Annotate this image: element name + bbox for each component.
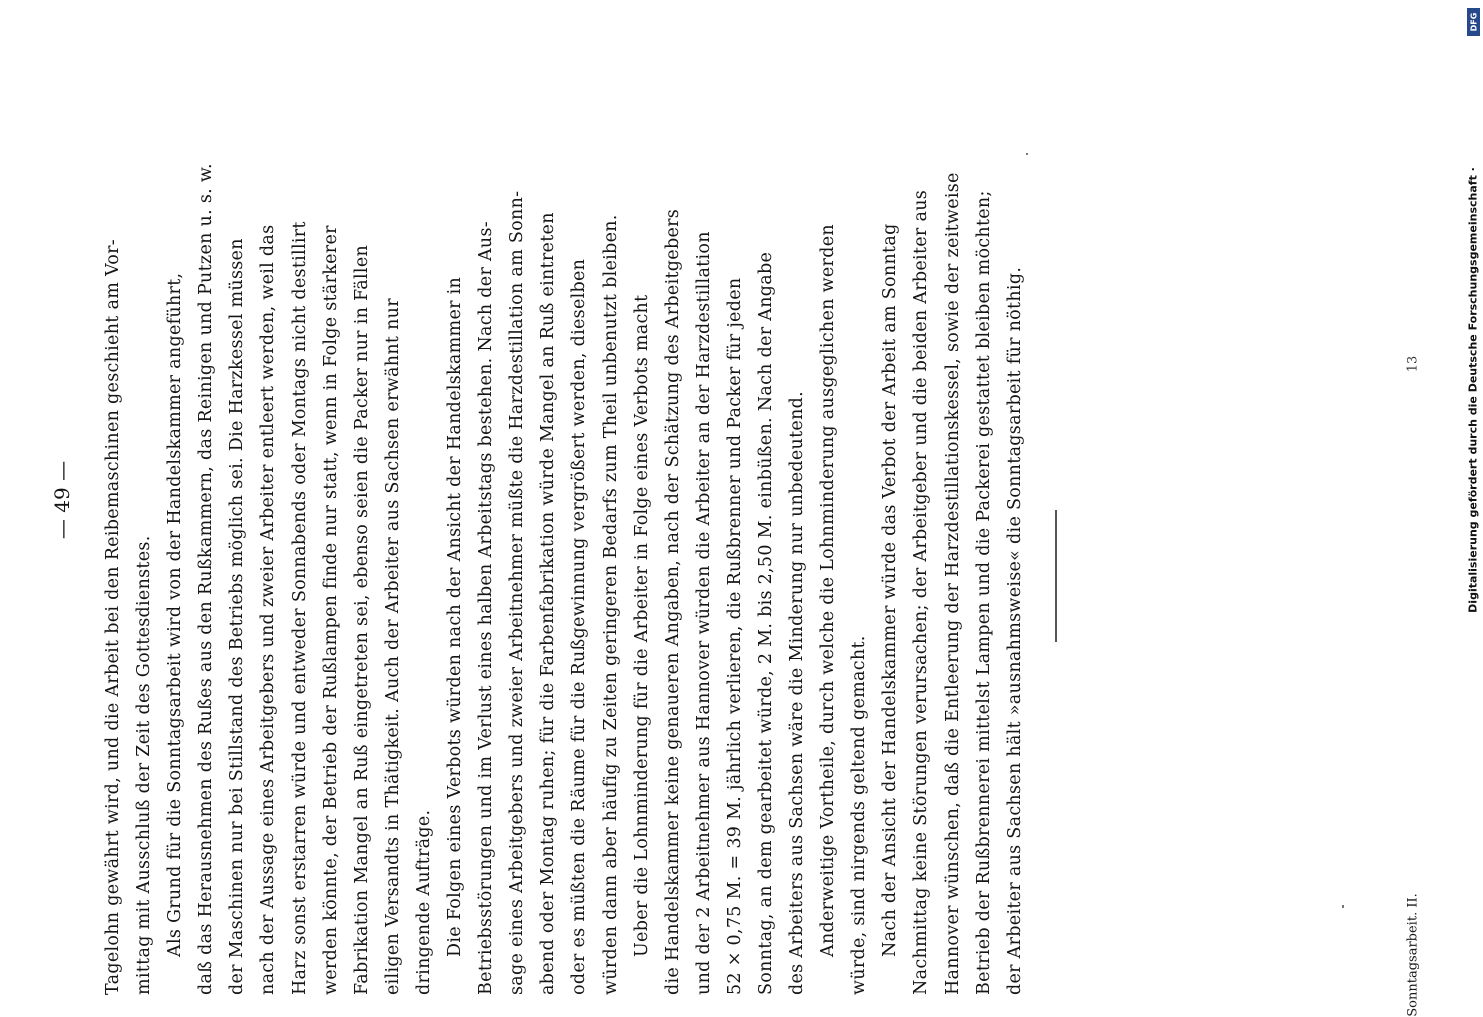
dfg-logo-text: DFG: [1469, 12, 1478, 32]
scan-artifact-speck: [1026, 153, 1028, 155]
text-line: Hannover wünschen, daß die Entleerung der Harzdestillationskessel, sowie der zeitweise: [942, 172, 963, 995]
digitization-credit: Digitalisierung gefördert durch die Deutsche Forschungsgemeinschaft ·: [1466, 167, 1480, 613]
sheet-number: 13: [1405, 355, 1421, 373]
text-line: 52 × 0,75 M. = 39 M. jährlich verlieren, die Rußbrenner und Packer für jeden: [724, 277, 745, 995]
text-line: Fabrikation Mangel an Ruß eingetreten sei, ebenso seien die Packer nur in Fällen: [351, 244, 372, 995]
text-line: Die Folgen eines Verbots würden nach der Ansicht der Handelskammer in: [445, 276, 466, 957]
text-line: werden könnte, der Betrieb der Rußlampen finde nur statt, wenn in Folge stärkerer: [320, 225, 341, 995]
text-line: sage eines Arbeitgebers und zweier Arbeitnehmer müßte die Harzdestillation am Sonn-: [507, 190, 528, 995]
text-line: würden dann aber häufig zu Zeiten geringeren Bedarfs zum Theil unbenutzt bleiben.: [600, 214, 621, 995]
scan-artifact-line: [1055, 510, 1057, 642]
text-line: die Handelskammer keine genaueren Angaben, nach der Schätzung des Arbeitgebers: [662, 208, 683, 995]
text-line: Betriebsstörungen und im Verlust eines halben Arbeitstags bestehen. Nach der Aus-: [476, 221, 497, 995]
dfg-logo-icon: [1467, 8, 1480, 36]
text-line: Als Grund für die Sonntagsarbeit wird von der Handelskammer angeführt,: [165, 272, 186, 957]
page-number: — 49 —: [50, 460, 74, 540]
text-line: daß das Herausnehmen des Rußes aus den Rußkammern, das Reinigen und Putzen u. s. w.: [196, 163, 217, 995]
body-text: [98, 135, 1031, 995]
text-line: würde, sind nirgends geltend gemacht.: [849, 635, 870, 995]
text-line: Harz sonst erstarren würde und entweder Sonnabends oder Montags nicht destillirt: [289, 221, 310, 995]
text-line: Ueber die Lohnminderung für die Arbeiter in Folge eines Verbots macht: [631, 294, 652, 957]
text-line: der Arbeiter aus Sachsen hält »ausnahmsweise« die Sonntagsarbeit für nöthig.: [1004, 266, 1025, 995]
text-line: des Arbeiters aus Sachsen wäre die Minderung nur unbedeutend.: [787, 390, 808, 995]
text-line: nach der Aussage eines Arbeitgebers und zweier Arbeiter entleert werden, weil das: [258, 224, 279, 995]
text-line: Anderweitige Vortheile, durch welche die Lohnminderung ausgeglichen werden: [818, 224, 839, 957]
text-line: dringende Aufträge.: [413, 809, 434, 995]
text-line: abend oder Montag ruhen; für die Farbenfabrikation würde Mangel an Ruß eintreten: [538, 212, 559, 995]
text-line: Tagelohn gewährt wird, und die Arbeit bei den Reibemaschinen geschieht am Vor-: [103, 239, 123, 995]
text-line: eiligen Versandts in Thätigkeit. Auch der Arbeiter aus Sachsen erwähnt nur: [382, 298, 403, 995]
text-line: mittag mit Ausschluß der Zeit des Gottesdienstes.: [134, 535, 155, 995]
text-line: oder es müßten die Räume für die Rußgewinnung vergrößert werden, dieselben: [569, 258, 590, 995]
text-line: Betrieb der Rußbrennerei mittelst Lampen und die Packerei gestattet bleiben möchten;: [973, 190, 994, 995]
printer-signature: Sonntagsarbeit. II.: [1405, 893, 1421, 1017]
text-line: Nach der Ansicht der Handelskammer würde das Verbot der Arbeit am Sonntag: [880, 223, 901, 957]
text-line: der Maschinen nur bei Stillstand des Betriebs möglich sei. Die Harzkessel müssen: [227, 238, 248, 995]
text-line: Sonntag, an dem gearbeitet würde, 2 M. bis 2,50 M. einbüßen. Nach der Angabe: [755, 251, 776, 995]
text-line: Nachmittag keine Störungen verursachen; der Arbeitgeber und die beiden Arbeiter aus: [911, 189, 932, 995]
text-line: und der 2 Arbeitnehmer aus Hannover würden die Arbeiter an der Harzdestillation: [693, 231, 714, 995]
scan-artifact-speck: [1342, 905, 1344, 908]
